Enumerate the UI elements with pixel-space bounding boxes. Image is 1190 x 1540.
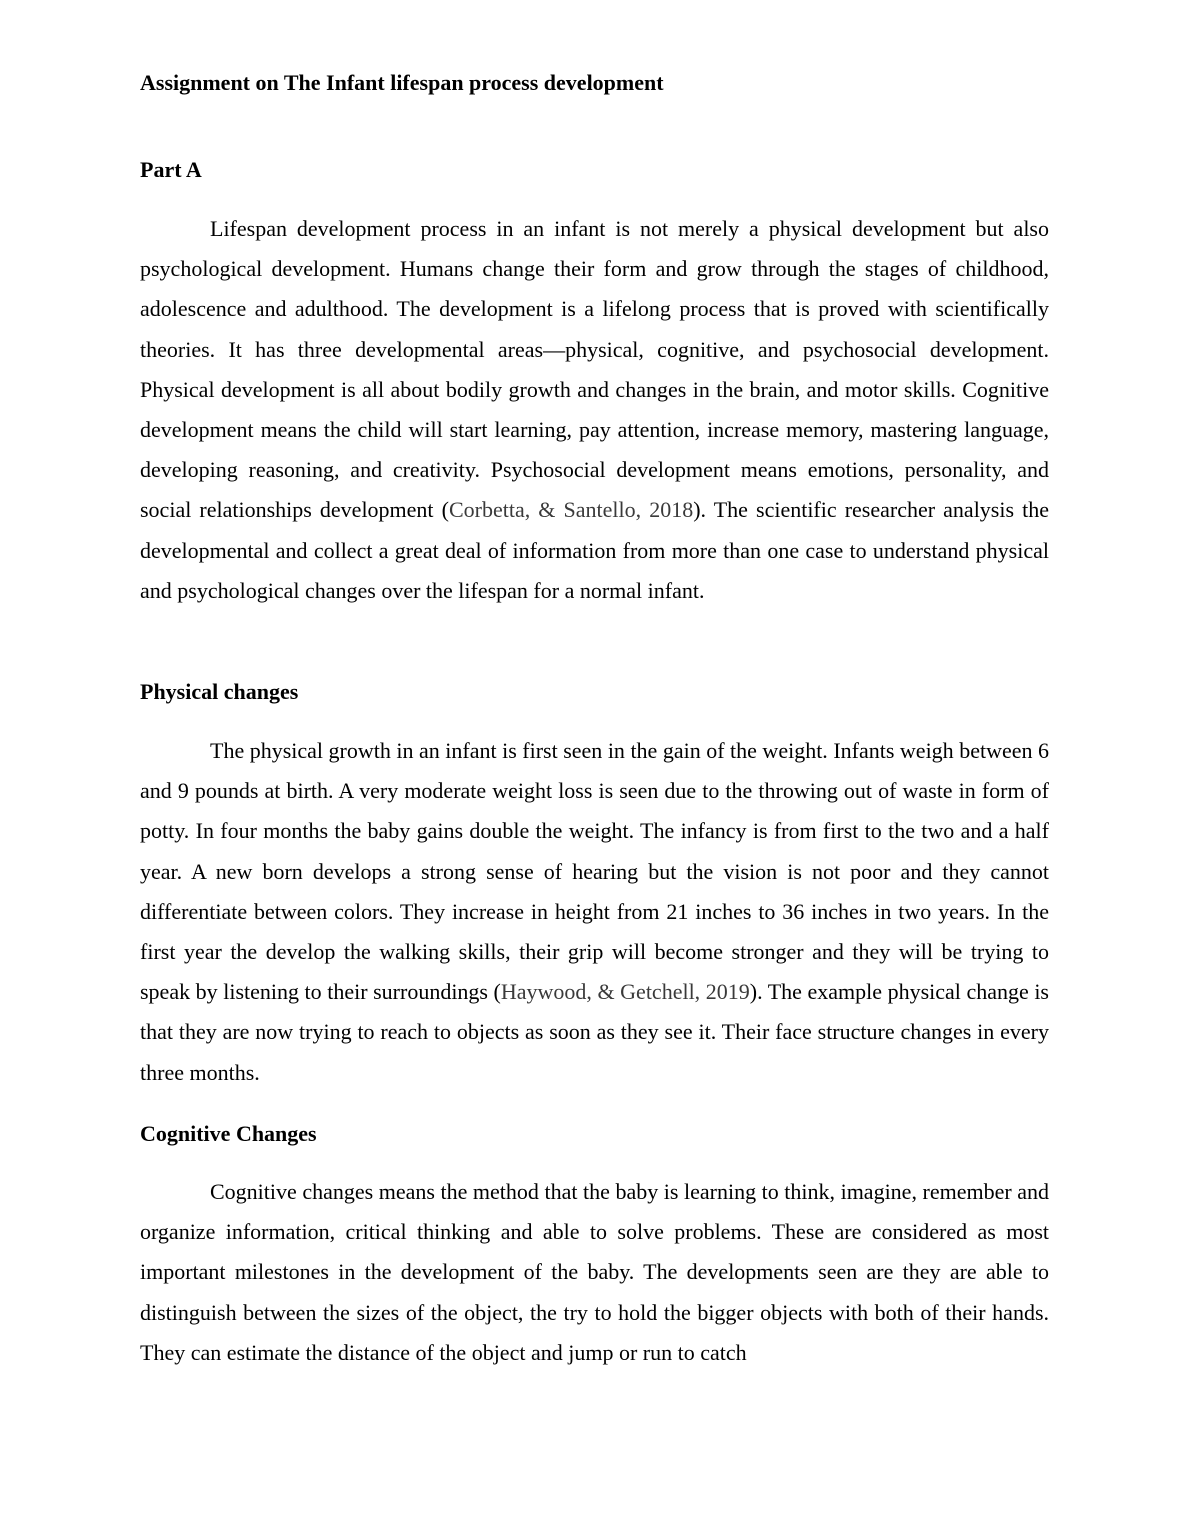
intro-paragraph — [140, 209, 1049, 611]
intro-citation: Corbetta, & Santello, 2018 — [448, 497, 694, 523]
physical-changes-heading: Physical changes — [140, 679, 299, 704]
cognitive-changes-heading: Cognitive Changes — [140, 1121, 317, 1146]
physical-text-end: ). The example physical change is that they are now trying to reach to objects as soon as they see it. Their face structure changes in every three months. — [140, 979, 1049, 1085]
physical-paragraph — [140, 731, 1049, 1093]
document-title: Assignment on The Infant lifespan process development — [140, 70, 664, 95]
cognitive-text: Cognitive changes means the method that the baby is learning to think, imagine, remember and organize information, critical thinking and able to solve problems. These are considered as most important milestones in the development of the baby. The developments seen are they are able to distinguish between the sizes of the object, the try to hold the bigger objects with both of their hands. They can estimate the distance of the object and jump or run to catch — [140, 1179, 1049, 1365]
physical-citation: Haywood, & Getchell, 2019 — [500, 979, 750, 1005]
cognitive-paragraph — [140, 1172, 1049, 1373]
intro-text-end: ). The scientific researcher analysis the developmental and collect a great deal of information from more than one case to understand physical and psychological changes over the lifespan for a normal infant. — [140, 497, 1050, 603]
part-a-heading: Part A — [140, 157, 202, 182]
intro-text-start: Lifespan development process in an infant is not merely a physical development but also psychological development. Humans change their form and grow through the stages of childhood, adolescence and adulthood. The development is a lifelong process that is proved with scientifically theories. It has three developmental areas—physical, cognitive, and psychosocial development. Physical development is all about bodily growth and changes in the brain, and motor skills. Cognitive development means the child will start learning, pay attention, increase memory, mastering language, developing reasoning, and creativity. Psychosocial development means emotions, personality, and social relationships development ( — [140, 216, 1049, 523]
physical-text-start: The physical growth in an infant is first seen in the gain of the weight. Infants weigh between 6 and 9 pounds at birth. A very moderate weight loss is seen due to the throwing out of waste in form of potty. In four months the baby gains double the weight. The infancy is from first to the two and a half year. A new born develops a strong sense of hearing but the vision is not poor and they cannot differentiate between colors. They increase in height from 21 inches to 36 inches in two years. In the first year the develop the walking skills, their grip will become stronger and they will be trying to speak by listening to their surroundings ( — [140, 738, 1049, 1005]
